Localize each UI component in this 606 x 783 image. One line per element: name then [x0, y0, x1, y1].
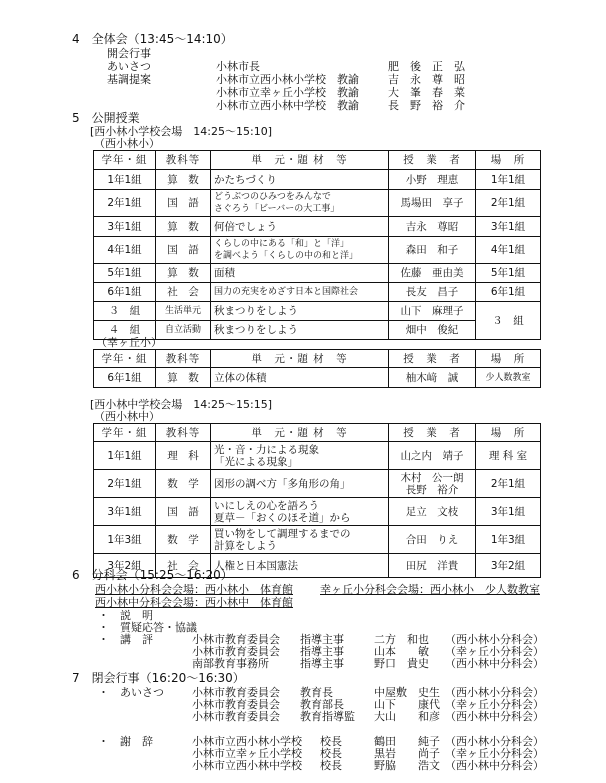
lesson-table-saiwaigaoka-sho — [93, 349, 541, 388]
teacher-cell: 山下 麻理子 — [389, 302, 476, 321]
title: 校長 — [320, 735, 342, 748]
teacher-cell: 吉永 尊昭 — [389, 217, 476, 237]
table-row — [94, 368, 541, 388]
grade-cell: 6年1組 — [94, 368, 156, 388]
grade-cell: 1年1組 — [94, 442, 156, 470]
place-cell: 5年1組 — [476, 264, 541, 283]
grade-cell: 1年1組 — [94, 170, 156, 190]
unit-cell: 人権と日本国憲法 — [211, 554, 389, 578]
s4-name: 肥 後 正 弘 — [388, 60, 465, 73]
place-cell: 3年1組 — [476, 498, 541, 526]
school-label: （幸ヶ丘小） — [96, 336, 162, 349]
table-row — [94, 442, 541, 470]
note: （西小林中分科会） — [445, 657, 544, 670]
unit-cell: 買い物をして調理するまでの 計算をしよう — [211, 526, 389, 554]
s4-name: 吉 永 尊 昭 — [388, 73, 465, 86]
subject-cell: 生活単元 — [156, 302, 211, 321]
unit-cell: いにしえの心を語ろう 夏草－「おくのほそ道」から — [211, 498, 389, 526]
name: 野口 貴史 — [374, 657, 429, 670]
subject-cell: 算 数 — [156, 368, 211, 388]
subject-cell: 自立活動 — [156, 321, 211, 340]
teacher-cell: 足立 文枝 — [389, 498, 476, 526]
subject-cell: 理 科 — [156, 442, 211, 470]
grade-cell: 3年1組 — [94, 498, 156, 526]
subject-cell: 算 数 — [156, 264, 211, 283]
teacher-cell: 小野 理恵 — [389, 170, 476, 190]
teacher-cell: 田尻 洋貴 — [389, 554, 476, 578]
s4-org: 小林市立西小林中学校 教諭 — [216, 99, 359, 112]
place-cell: 6年1組 — [476, 283, 541, 302]
place-cell: 少人数教室 — [476, 368, 541, 388]
title: 指導主事 — [300, 657, 344, 670]
org: 小林市立西小林小学校 — [192, 735, 302, 748]
s4-label: あいさつ — [107, 60, 151, 73]
col-header: 教科等 — [156, 424, 211, 442]
col-header: 学年・組 — [94, 424, 156, 442]
grade-cell: 3年2組 — [94, 554, 156, 578]
title: 校長 — [320, 747, 342, 760]
note: （西小林中分科会） — [445, 759, 544, 772]
col-header: 授 業 者 — [389, 151, 476, 170]
teacher-cell: 馬場田 享子 — [389, 190, 476, 217]
school-label: （西小林小） — [94, 137, 160, 150]
place-cell: 3年2組 — [476, 554, 541, 578]
s4-org: 小林市長 — [216, 60, 260, 73]
note: （西小林小分科会） — [445, 633, 544, 646]
teacher-cell: 長友 昌子 — [389, 283, 476, 302]
subject-cell: 数 学 — [156, 526, 211, 554]
org: 小林市教育委員会 — [192, 686, 280, 699]
venue-line: 幸ヶ丘小分科会会場：西小林小 少人数教室 — [320, 583, 540, 596]
school-label: （西小林中） — [94, 410, 160, 423]
place-cell: 1年1組 — [476, 170, 541, 190]
note: （幸ヶ丘小分科会） — [445, 698, 544, 711]
col-header: 学年・組 — [94, 151, 156, 170]
agenda-item: ・ 講 評 — [98, 633, 153, 646]
table-row — [94, 470, 541, 498]
title: 教育指導監 — [300, 710, 355, 723]
org: 南部教育事務所 — [192, 657, 269, 670]
place-cell: ３ 組 — [476, 302, 541, 340]
name: 中屋敷 史生 — [374, 686, 440, 699]
table-row — [94, 302, 541, 321]
col-header: 学年・組 — [94, 350, 156, 368]
name: 鶴田 純子 — [374, 735, 440, 748]
subject-cell: 国 語 — [156, 190, 211, 217]
org: 小林市教育委員会 — [192, 645, 280, 658]
s4-label: 基調提案 — [107, 73, 151, 86]
s4-name: 長 野 裕 介 — [388, 99, 465, 112]
org: 小林市教育委員会 — [192, 698, 280, 711]
name: 大山 和彦 — [374, 710, 440, 723]
section-6-heading: 6 分科会（15:25～16:20） — [72, 568, 233, 582]
place-cell: 3年1組 — [476, 217, 541, 237]
name: 山下 康代 — [374, 698, 440, 711]
note: （西小林小分科会） — [445, 735, 544, 748]
s4-org: 小林市立幸ヶ丘小学校 教諭 — [216, 86, 359, 99]
title: 教育長 — [300, 686, 333, 699]
subject-cell: 算 数 — [156, 170, 211, 190]
table-row — [94, 237, 541, 264]
teacher-cell: 柚木﨑 誠 — [389, 368, 476, 388]
subject-cell: 数 学 — [156, 470, 211, 498]
agenda-item: ・ 謝 辞 — [98, 735, 153, 748]
unit-cell: くらしの中にある「和」と「洋」 を調べよう「くらしの中の和と洋」 — [211, 237, 389, 264]
col-header: 場 所 — [476, 350, 541, 368]
unit-cell: 光・音・力による現象 「光による現象」 — [211, 442, 389, 470]
note: （幸ヶ丘小分科会） — [445, 747, 544, 760]
place-cell: 2年1組 — [476, 190, 541, 217]
col-header: 単 元・題 材 等 — [211, 151, 389, 170]
venue-heading: [西小林小学校会場 14:25～15:10] — [90, 125, 272, 138]
col-header: 場 所 — [476, 151, 541, 170]
unit-cell: 国力の充実をめざす日本と国際社会 — [211, 283, 389, 302]
lesson-table-nishikobayashi-chu — [93, 423, 541, 578]
unit-cell: どうぶつのひみつをみんなで さぐろう「ビーバーの大工事」 — [211, 190, 389, 217]
section-4-heading: 4 全体会（13:45～14:10） — [72, 32, 233, 46]
org: 小林市教育委員会 — [192, 710, 280, 723]
unit-cell: 秋まつりをしよう — [211, 321, 389, 340]
unit-cell: 何倍でしょう — [211, 217, 389, 237]
col-header: 場 所 — [476, 424, 541, 442]
table-row — [94, 264, 541, 283]
grade-cell: ３ 組 — [94, 302, 156, 321]
venue-line: 西小林中分科会会場：西小林中 体育館 — [95, 596, 293, 609]
grade-cell: 2年1組 — [94, 470, 156, 498]
table-row — [94, 526, 541, 554]
subject-cell: 算 数 — [156, 217, 211, 237]
place-cell: 4年1組 — [476, 237, 541, 264]
place-cell: 2年1組 — [476, 470, 541, 498]
name: 二方 和也 — [374, 633, 429, 646]
grade-cell: 1年3組 — [94, 526, 156, 554]
table-row — [94, 190, 541, 217]
name: 野脇 浩文 — [374, 759, 440, 772]
col-header: 教科等 — [156, 151, 211, 170]
table-row — [94, 217, 541, 237]
section-7-heading: 7 閉会行事（16:20～16:30） — [72, 671, 245, 685]
grade-cell: 5年1組 — [94, 264, 156, 283]
teacher-cell: 合田 りえ — [389, 526, 476, 554]
agenda-item: ・ 質疑応答・協議 — [98, 621, 197, 634]
teacher-cell: 森田 和子 — [389, 237, 476, 264]
col-header: 教科等 — [156, 350, 211, 368]
org: 小林市立幸ヶ丘小学校 — [192, 747, 302, 760]
table-row — [94, 283, 541, 302]
subject-cell: 国 語 — [156, 498, 211, 526]
subject-cell: 社 会 — [156, 283, 211, 302]
s4-org: 小林市立西小林小学校 教諭 — [216, 73, 359, 86]
agenda-item: ・ 説 明 — [98, 609, 153, 622]
col-header: 単 元・題 材 等 — [211, 350, 389, 368]
section-5-heading: 5 公開授業 — [72, 111, 140, 125]
subject-cell: 社 会 — [156, 554, 211, 578]
s4-name: 大 峯 春 菜 — [388, 86, 465, 99]
title: 指導主事 — [300, 633, 344, 646]
s4-label: 開会行事 — [107, 47, 151, 60]
grade-cell: ４ 組 — [94, 321, 156, 340]
grade-cell: 3年1組 — [94, 217, 156, 237]
unit-cell: 図形の調べ方「多角形の角」 — [211, 470, 389, 498]
teacher-cell: 木村 公一朗 長野 裕介 — [389, 470, 476, 498]
title: 教育部長 — [300, 698, 344, 711]
col-header: 授 業 者 — [389, 350, 476, 368]
grade-cell: 6年1組 — [94, 283, 156, 302]
table-row — [94, 498, 541, 526]
title: 校長 — [320, 759, 342, 772]
teacher-cell: 山之内 靖子 — [389, 442, 476, 470]
teacher-cell: 畑中 俊紀 — [389, 321, 476, 340]
venue-line: 西小林小分科会会場：西小林小 体育館 — [95, 583, 293, 596]
note: （西小林小分科会） — [445, 686, 544, 699]
agenda-item: ・ あいさつ — [98, 686, 164, 699]
note: （幸ヶ丘小分科会） — [445, 645, 544, 658]
teacher-cell: 佐藤 亜由美 — [389, 264, 476, 283]
place-cell: 理 科 室 — [476, 442, 541, 470]
col-header: 単 元・題 材 等 — [211, 424, 389, 442]
org: 小林市教育委員会 — [192, 633, 280, 646]
subject-cell: 国 語 — [156, 237, 211, 264]
org: 小林市立西小林中学校 — [192, 759, 302, 772]
lesson-table-nishikobayashi-sho — [93, 150, 541, 340]
unit-cell: 秋まつりをしよう — [211, 302, 389, 321]
unit-cell: 面積 — [211, 264, 389, 283]
name: 山本 敏 — [374, 645, 429, 658]
place-cell: 1年3組 — [476, 526, 541, 554]
unit-cell: 立体の体積 — [211, 368, 389, 388]
table-row — [94, 170, 541, 190]
grade-cell: 4年1組 — [94, 237, 156, 264]
unit-cell: かたちづくり — [211, 170, 389, 190]
venue-heading: [西小林中学校会場 14:25～15:15] — [90, 398, 272, 411]
title: 指導主事 — [300, 645, 344, 658]
grade-cell: 2年1組 — [94, 190, 156, 217]
name: 黒岩 尚子 — [374, 747, 440, 760]
note: （西小林中分科会） — [445, 710, 544, 723]
col-header: 授 業 者 — [389, 424, 476, 442]
